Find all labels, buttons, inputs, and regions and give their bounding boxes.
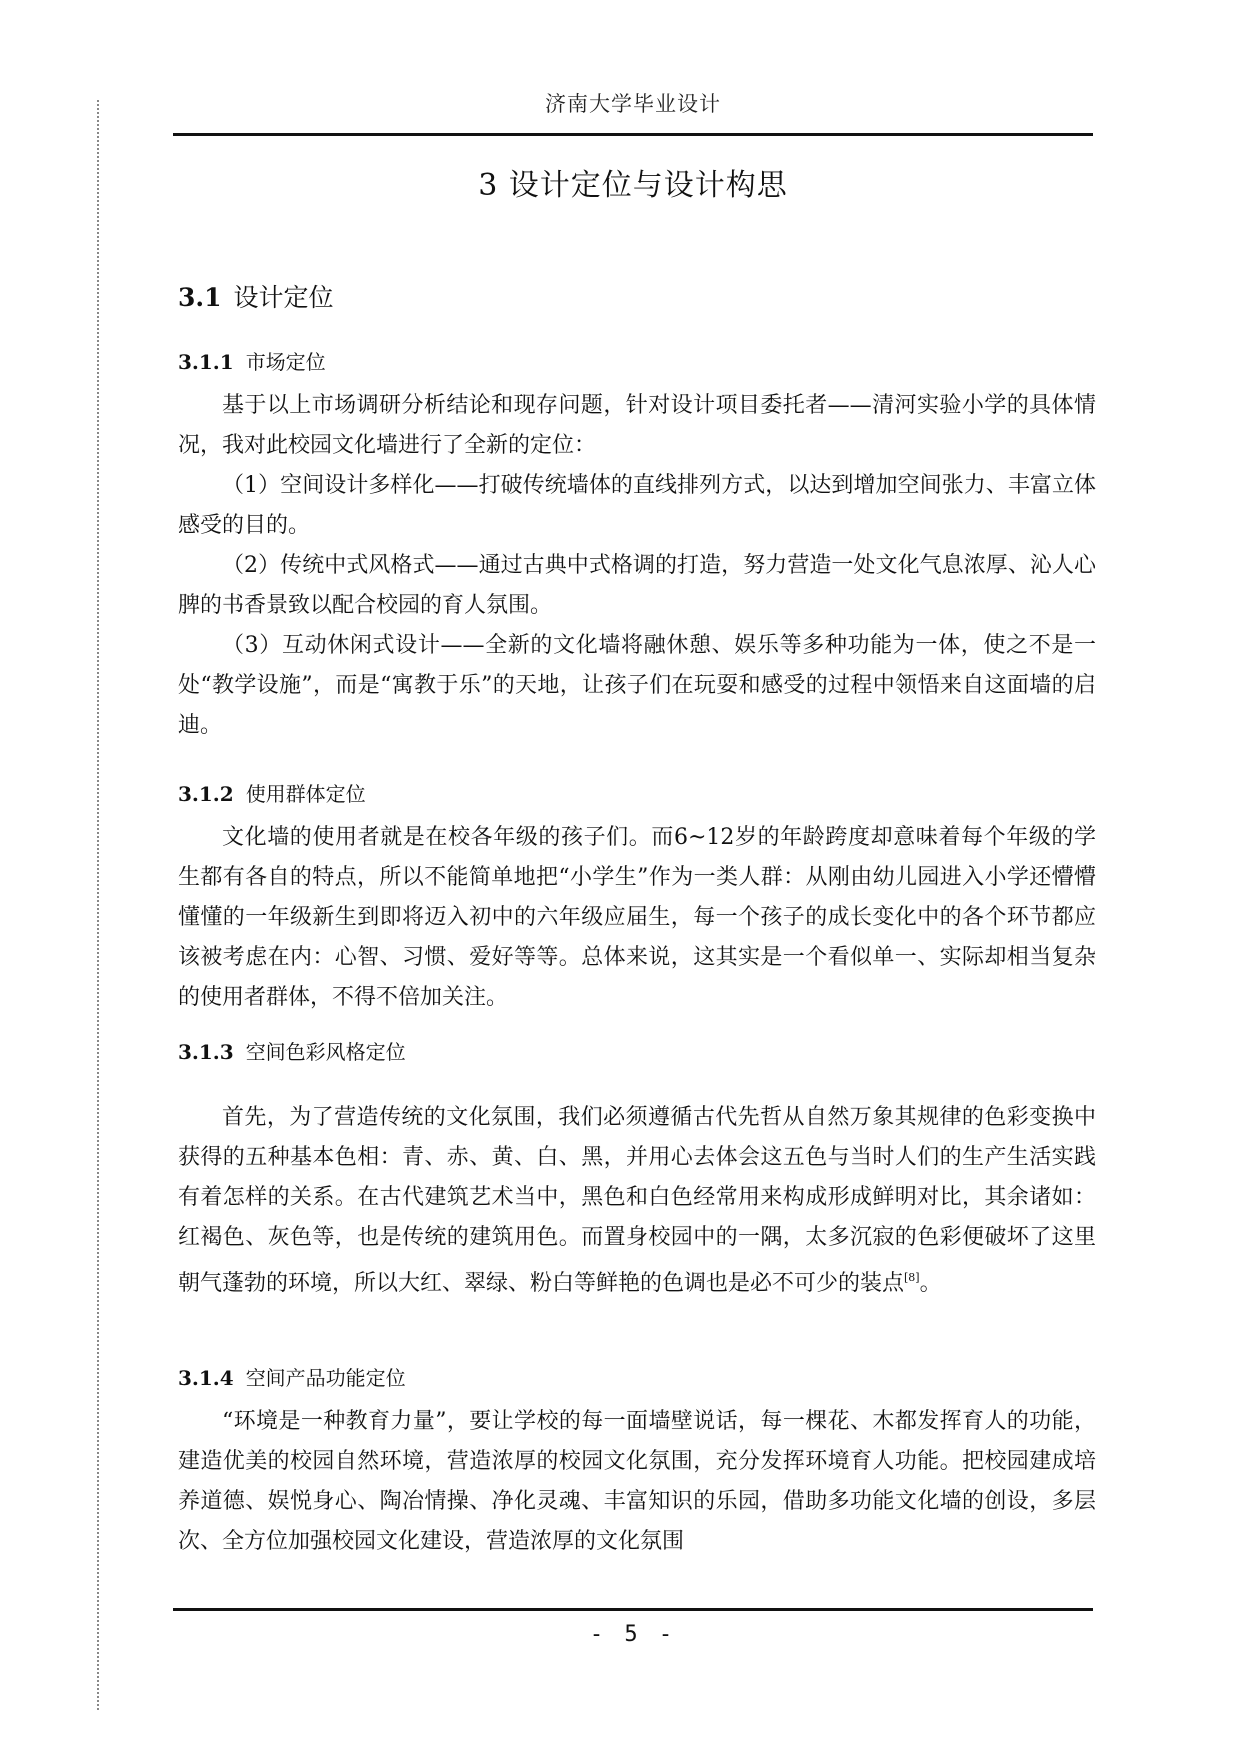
subsection-heading-market [178,346,326,375]
paragraph-user-group: 文化墙的使用者就是在校各年级的孩子们。而6~12岁的年龄跨度却意味着每个年级的学生都有各自的特点，所以不能简单地把“小学生”作为一类人群：从刚由幼儿园进入小学还懵懵懂懂的一年级新生到即将迈入初中的六年级应届生，每一个孩子的成长变化中的各个环节都应该被考虑在内：心智、习惯、爱好等等。总体来说，这其实是一个看似单一、实际却相当复杂的使用者群体，不得不倍加关注。 [178,825,1096,1010]
paragraph-color-style [178,1098,1096,1304]
subsection-number: 3.1.3 [178,1040,234,1064]
footer-rule [173,1608,1093,1611]
paragraph-market-intro: 基于以上市场调研分析结论和现存问题，针对设计项目委托者——清河实验小学的具体情况，我对此校园文化墙进行了全新的定位： [178,393,1096,458]
subsection-title: 市场定位 [245,350,326,374]
subsection-title: 空间产品功能定位 [245,1366,406,1390]
subsection-title: 使用群体定位 [245,782,366,806]
paragraph-market-item-1: （1）空间设计多样化——打破传统墙体的直线排列方式，以达到增加空间张力、丰富立体感受的目的。 [178,473,1096,538]
paragraph-market-item-2: （2）传统中式风格式——通过古典中式格调的打造，努力营造一处文化气息浓厚、沁人心脾的书香景致以配合校园的育人氛围。 [178,553,1096,618]
chapter-title: 3 设计定位与设计构思 [478,168,788,203]
section-number: 3.1 [178,283,222,312]
subsection-heading-function [178,1362,406,1391]
subsection-number: 3.1.4 [178,1366,234,1390]
section-heading [178,278,334,314]
paragraph-function: “环境是一种教育力量”，要让学校的每一面墙壁说话，每一棵花、木都发挥育人的功能，建造优美的校园自然环境，营造浓厚的校园文化氛围，充分发挥环境育人功能。把校园建成培养道德、娱悦身心、陶冶情操、净化灵魂、丰富知识的乐园，借助多功能文化墙的创设，多层次、全方位加强校园文化建设，营造浓厚的文化氛围 [178,1409,1096,1554]
subsection-heading-user-group [178,778,366,807]
subsection-heading-color-style [178,1036,406,1065]
section-title: 设计定位 [233,283,334,312]
citation-marker: [8] [904,1271,920,1284]
subsection-title: 空间色彩风格定位 [245,1040,406,1064]
subsection-number: 3.1.2 [178,782,234,806]
color-style-text: 首先，为了营造传统的文化氛围，我们必须遵循古代先哲从自然万象其规律的色彩变换中获得的五种基本色相：青、赤、黄、白、黑，并用心去体会这五色与当时人们的生产生活实践有着怎样的关系。在古代建筑艺术当中，黑色和白色经常用来构成形成鲜明对比，其余诸如：红褐色、灰色等，也是传统的建筑用色。而置身校园中的一隅，太多沉寂的色彩便破坏了这里朝气蓬勃的环境，所以大红、翠绿、粉白等鲜艳的色调也是必不可少的装点 [178,1105,1096,1296]
header-rule [173,133,1093,136]
subsection-number: 3.1.1 [178,350,234,374]
binding-dotted-line [97,100,99,1710]
page-number: - 5 - [589,1622,677,1647]
paragraph-market-item-3: （3）互动休闲式设计——全新的文化墙将融休憩、娱乐等多种功能为一体，使之不是一处“教学设施”，而是“寓教于乐”的天地，让孩子们在玩耍和感受的过程中领悟来自这面墙的启迪。 [178,633,1096,738]
page-header-title: 济南大学毕业设计 [545,92,721,116]
color-style-end: 。 [919,1271,942,1296]
